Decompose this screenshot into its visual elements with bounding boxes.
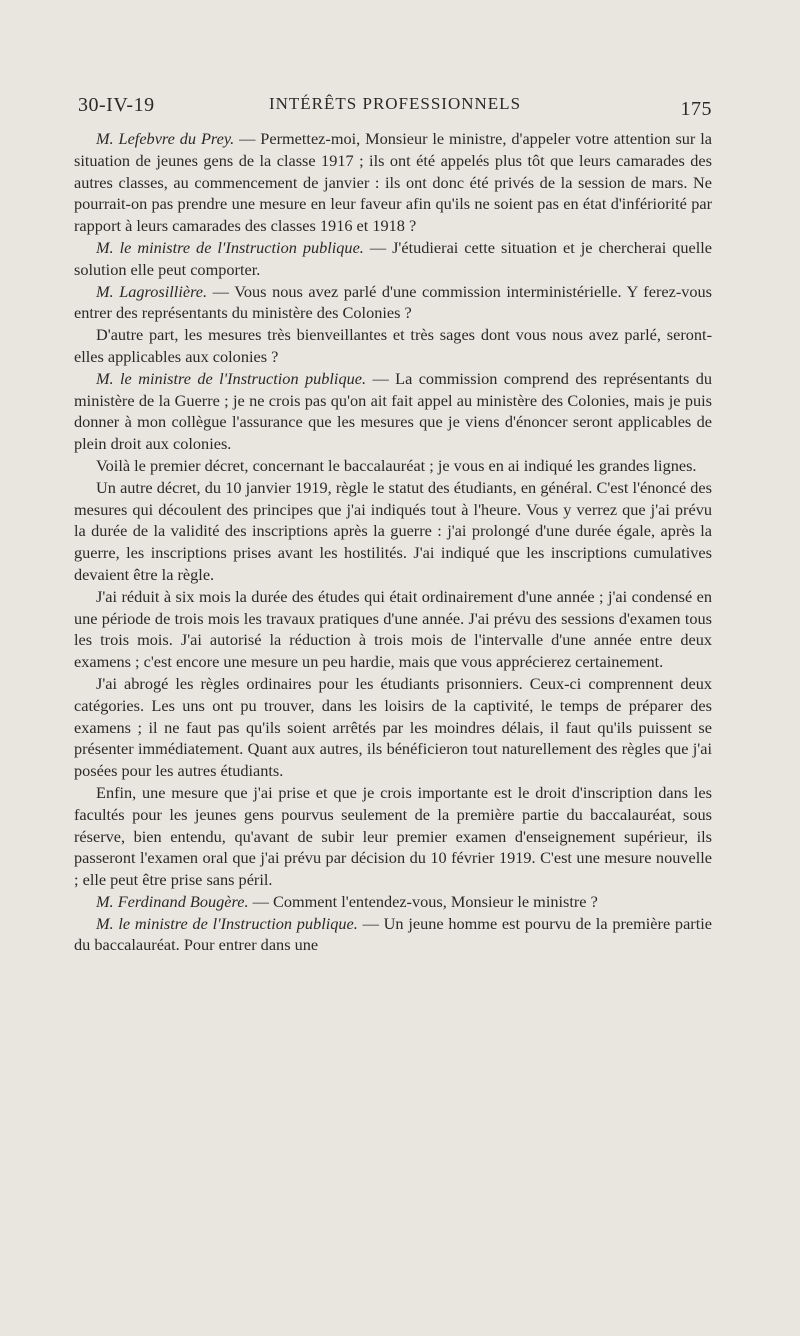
paragraph-text: — Comment l'entendez-vous, Monsieur le ministre ? xyxy=(248,891,598,911)
speaker: M. le ministre de l'Instruction publique. xyxy=(96,368,367,388)
paragraph-text: D'autre part, les mesures très bienveillantes et très sages dont vous nous avez parlé, seront-elles applicables aux colonies ? xyxy=(74,325,712,366)
speaker: M. le ministre de l'Instruction publique. xyxy=(96,237,364,257)
speaker: M. Lefebvre du Prey. xyxy=(96,129,235,148)
header-date: 30-IV-19 xyxy=(78,94,155,116)
paragraph-text: J'ai abrogé les règles ordinaires pour les étudiants prisonniers. Ceux-ci comprennent deux catégories. Les uns ont pu trouver, dans les loisirs de la captivité, le temps de préparer des examens ; il ne faut pas qu'ils soient arrêtés par les moindres délais, il faut qu'ils puissent se présenter immédiatement. Quant aux autres, ils bénéficieron tout naturellement des règles que j'ai posées pour les autres étudiants. xyxy=(74,673,712,781)
paragraph-text: Enfin, une mesure que j'ai prise et que je crois importante est le droit d'inscription dans les facultés pour les jeunes gens pourvus seulement de la première partie du baccalauréat, sous réserve, bien entendu, qu'avant de subir leur premier examen d'enseignement supérieur, ils passeront l'examen oral que j'ai prévu par décision du 10 février 1919. C'est une mesure nouvelle ; elle peut être prise sans péril. xyxy=(74,782,712,890)
paragraph xyxy=(74,913,712,957)
paragraph-text: — Permettez-moi, Monsieur le ministre, d'appeler votre attention sur la situation de jeunes gens de la classe 1917 ; ils ont été appelés plus tôt que leurs camarades des autres classes, au commencement de janvier : ils ont donc été privés de la session de mars. Ne pourrait-on pas prendre une mesure en leur faveur afin qu'ils ne soient pas en état d'infériorité par rapport à leurs camarades des classes 1916 et 1918 ? xyxy=(74,129,712,236)
paragraph-text: J'ai réduit à six mois la durée des études qui était ordinairement d'une année ; j'ai condensé en une période de trois mois les travaux pratiques d'une année. J'ai prévu des sessions d'examen tous les trois mois. J'ai autorisé la réduction à trois mois de l'intervalle d'une année entre deux examens ; c'est encore une mesure un peu hardie, mais que vous apprécierez certainement. xyxy=(74,586,712,672)
paragraph-text: — La commission comprend des représentants du ministère de la Guerre ; je ne crois pas qu'on ait fait appel au ministère des Colonies, mais je puis donner à mon collègue l'assurance que les mesures que je viens d'énoncer seront applicables de plein droit aux colonies. xyxy=(74,368,712,454)
paragraph xyxy=(74,586,712,673)
paragraph xyxy=(74,281,712,325)
paragraph-text: — Vous nous avez parlé d'une commission interministérielle. Y ferez-vous entrer des représentants du ministère des Colonies ? xyxy=(74,281,712,323)
paragraph-text: — J'étudierai cette situation et je chercherai quelle solution elle peut comporter. xyxy=(74,237,712,279)
speaker: M. Lagrosillière. xyxy=(96,281,208,301)
paragraph-text: Un autre décret, du 10 janvier 1919, règle le statut des étudiants, en général. C'est l'énoncé des mesures qui découlent des principes que j'ai indiqués tout à l'heure. Vous y verrez que j'ai prévu la durée de la validité des inscriptions après la guerre : j'ai prolongé d'une durée égale, après la guerre, les inscriptions prises avant les hostilités. J'ai indiqué que les inscriptions cumulatives devaient être la règle. xyxy=(74,477,712,584)
paragraph-text: — Un jeune homme est pourvu de la première partie du baccalauréat. Pour entrer dans une xyxy=(74,913,712,955)
paragraph xyxy=(74,673,712,782)
paragraph xyxy=(74,477,712,586)
paragraph xyxy=(74,455,712,477)
paragraph xyxy=(74,324,712,368)
paragraph xyxy=(74,782,712,891)
paragraph xyxy=(74,237,712,281)
paragraph xyxy=(74,891,712,913)
header-title: INTÉRÊTS PROFESSIONNELS xyxy=(268,94,522,113)
paragraph xyxy=(74,368,712,455)
paragraph-text: Voilà le premier décret, concernant le baccalauréat ; je vous en ai indiqué les grandes lignes. xyxy=(96,455,697,475)
paragraph xyxy=(74,128,712,237)
page-body xyxy=(74,128,712,956)
speaker: M. le ministre de l'Instruction publique. xyxy=(96,913,358,933)
page-number: 175 xyxy=(680,98,712,120)
speaker: M. Ferdinand Bougère. xyxy=(96,891,249,911)
running-header xyxy=(78,94,712,124)
